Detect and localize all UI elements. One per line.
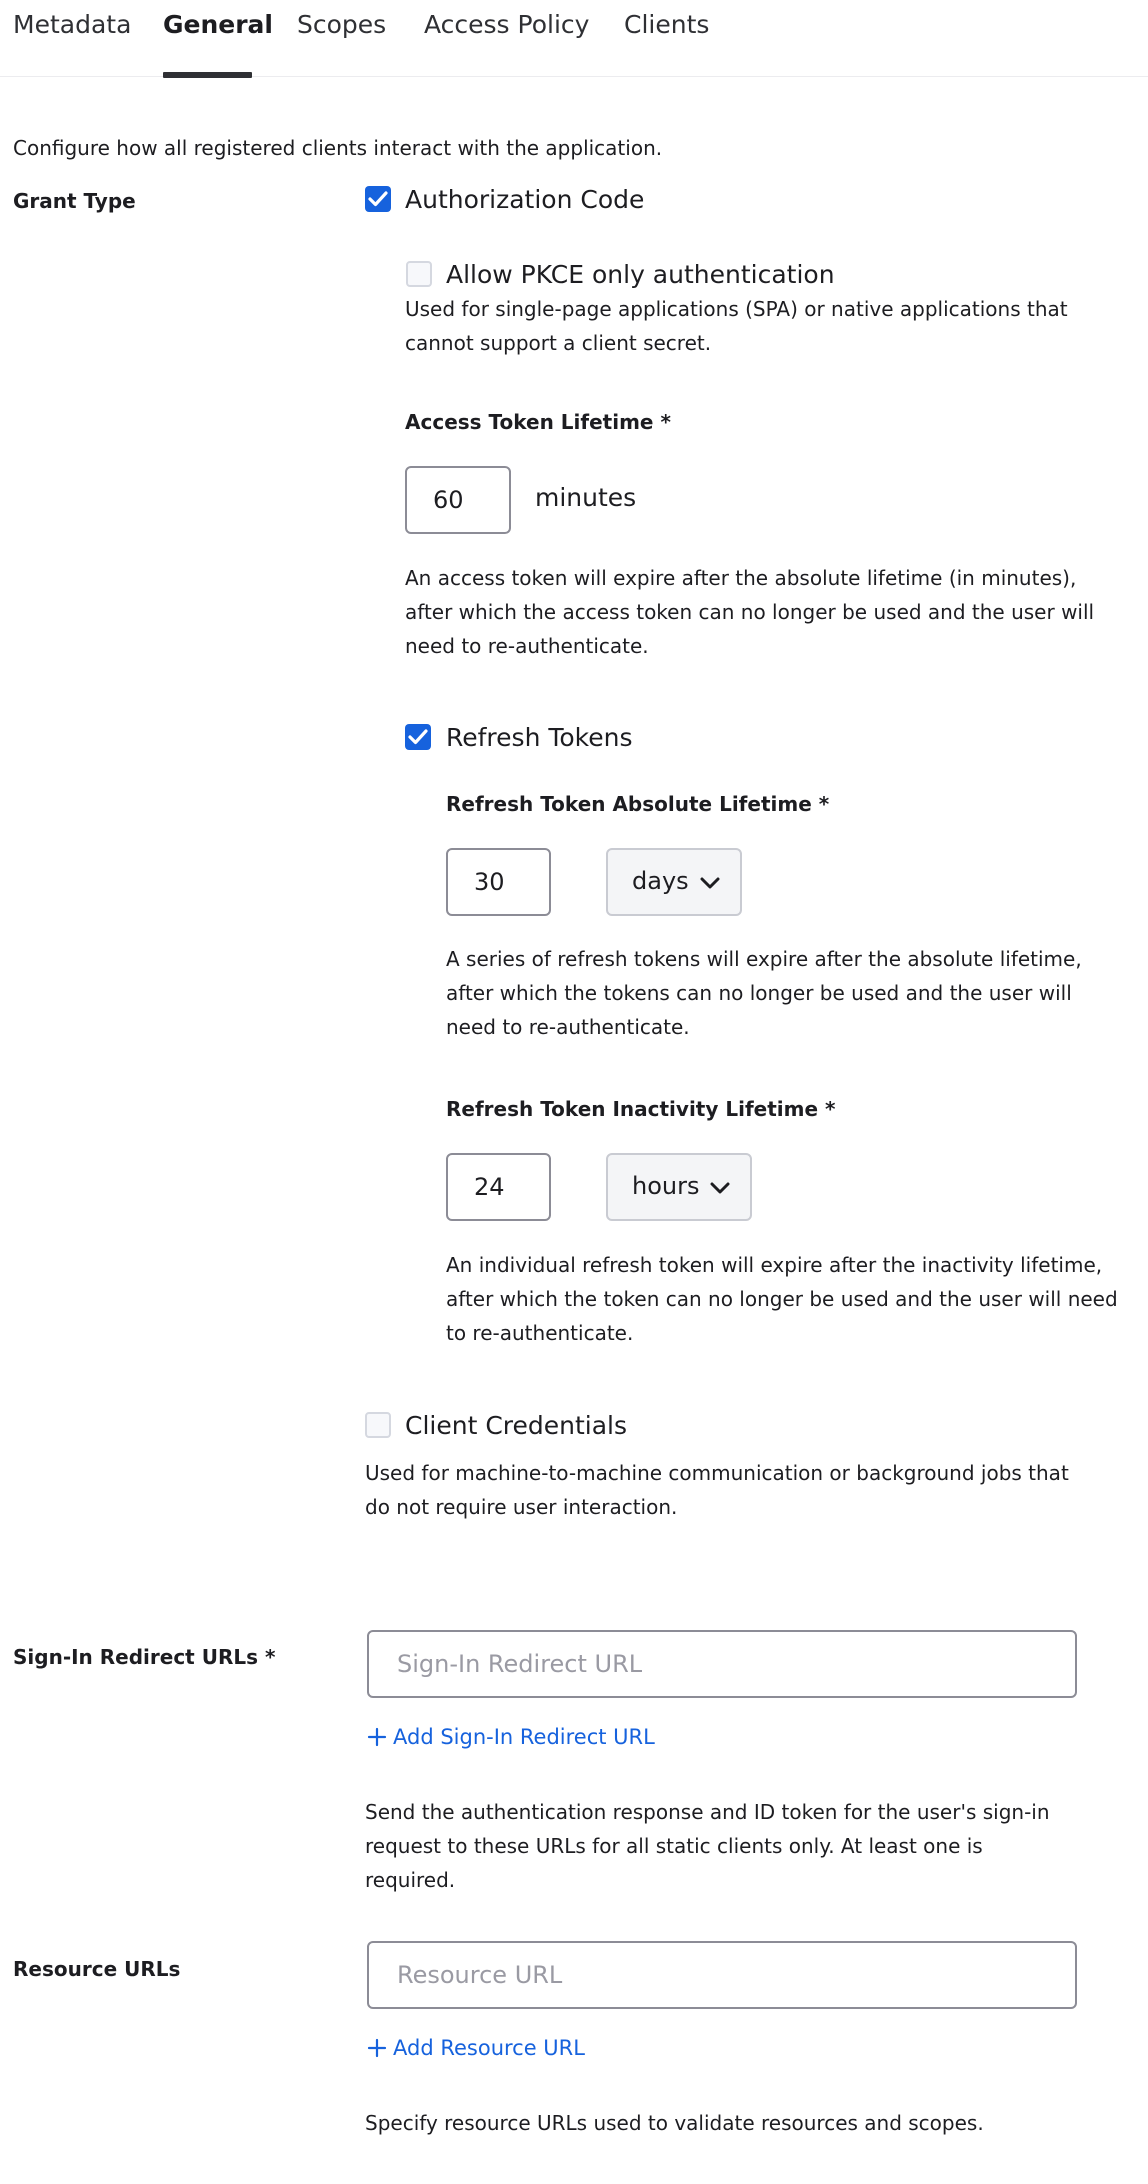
access-token-unit: minutes (535, 483, 637, 512)
refresh-tokens-checkbox[interactable] (405, 724, 431, 750)
refresh-inactivity-unit-value: hours (632, 1172, 700, 1200)
refresh-absolute-help-text: A series of refresh tokens will expire after the absolute lifetime, after which the tokens can no longer be used and the user will need to re-authenticate. (446, 947, 1082, 1039)
pkce-checkbox[interactable] (406, 261, 432, 287)
resource-urls-label: Resource URLs (13, 1957, 181, 1981)
plus-icon (367, 1727, 387, 1747)
tab-metadata[interactable]: Metadata (13, 10, 132, 39)
refresh-absolute-lifetime-input[interactable]: 30 (446, 848, 551, 916)
sign-in-redirect-help-text: Send the authentication response and ID token for the user's sign-in request to these URLs for all static clients only. At least one is required. (365, 1800, 1050, 1892)
chevron-down-icon (710, 1182, 730, 1194)
grant-type-label: Grant Type (13, 189, 136, 213)
pkce-label: Allow PKCE only authentication (446, 260, 835, 289)
sign-in-redirect-urls-label: Sign-In Redirect URLs * (13, 1645, 276, 1669)
add-resource-url-link[interactable]: Add Resource URL (367, 2036, 585, 2060)
resource-urls-help-text: Specify resource URLs used to validate resources and scopes. (365, 2111, 984, 2135)
refresh-inactivity-unit-select[interactable] (606, 1153, 752, 1221)
authorization-code-label: Authorization Code (405, 185, 645, 214)
client-credentials-checkbox[interactable] (365, 1412, 391, 1438)
resource-url-input[interactable]: Resource URL (367, 1941, 1077, 2009)
chevron-down-icon (700, 877, 720, 889)
access-token-lifetime-label: Access Token Lifetime * (405, 410, 671, 434)
intro-text: Configure how all registered clients interact with the application. (13, 136, 663, 160)
refresh-inactivity-help-text: An individual refresh token will expire after the inactivity lifetime, after which the token can no longer be used and the user will need to re-authenticate. (446, 1253, 1118, 1345)
pkce-help-text: Used for single-page applications (SPA) or native applications that cannot support a client secret. (405, 297, 1068, 355)
tab-clients[interactable]: Clients (624, 10, 710, 39)
active-tab-indicator (163, 72, 252, 78)
checkmark-icon (408, 728, 428, 746)
add-sign-in-redirect-url-link[interactable]: Add Sign-In Redirect URL (367, 1725, 655, 1749)
tab-general[interactable]: General (163, 10, 273, 39)
refresh-absolute-unit-select[interactable] (606, 848, 742, 916)
refresh-inactivity-lifetime-input[interactable]: 24 (446, 1153, 551, 1221)
refresh-absolute-lifetime-label: Refresh Token Absolute Lifetime * (446, 792, 830, 816)
access-token-help-text: An access token will expire after the absolute lifetime (in minutes), after which the access token can no longer be used and the user will need to re-authenticate. (405, 566, 1095, 658)
tab-bar (0, 0, 1148, 77)
refresh-tokens-label: Refresh Tokens (446, 723, 633, 752)
checkmark-icon (368, 190, 388, 208)
client-credentials-help-text: Used for machine-to-machine communication or background jobs that do not require user interaction. (365, 1461, 1069, 1519)
tab-scopes[interactable]: Scopes (297, 10, 387, 39)
authorization-code-checkbox[interactable] (365, 186, 391, 212)
refresh-absolute-unit-value: days (632, 867, 689, 895)
access-token-lifetime-input[interactable]: 60 (405, 466, 511, 534)
sign-in-redirect-url-input[interactable]: Sign-In Redirect URL (367, 1630, 1077, 1698)
tab-access-policy[interactable]: Access Policy (424, 10, 590, 39)
refresh-inactivity-lifetime-label: Refresh Token Inactivity Lifetime * (446, 1097, 836, 1121)
plus-icon (367, 2038, 387, 2058)
client-credentials-label: Client Credentials (405, 1411, 628, 1440)
